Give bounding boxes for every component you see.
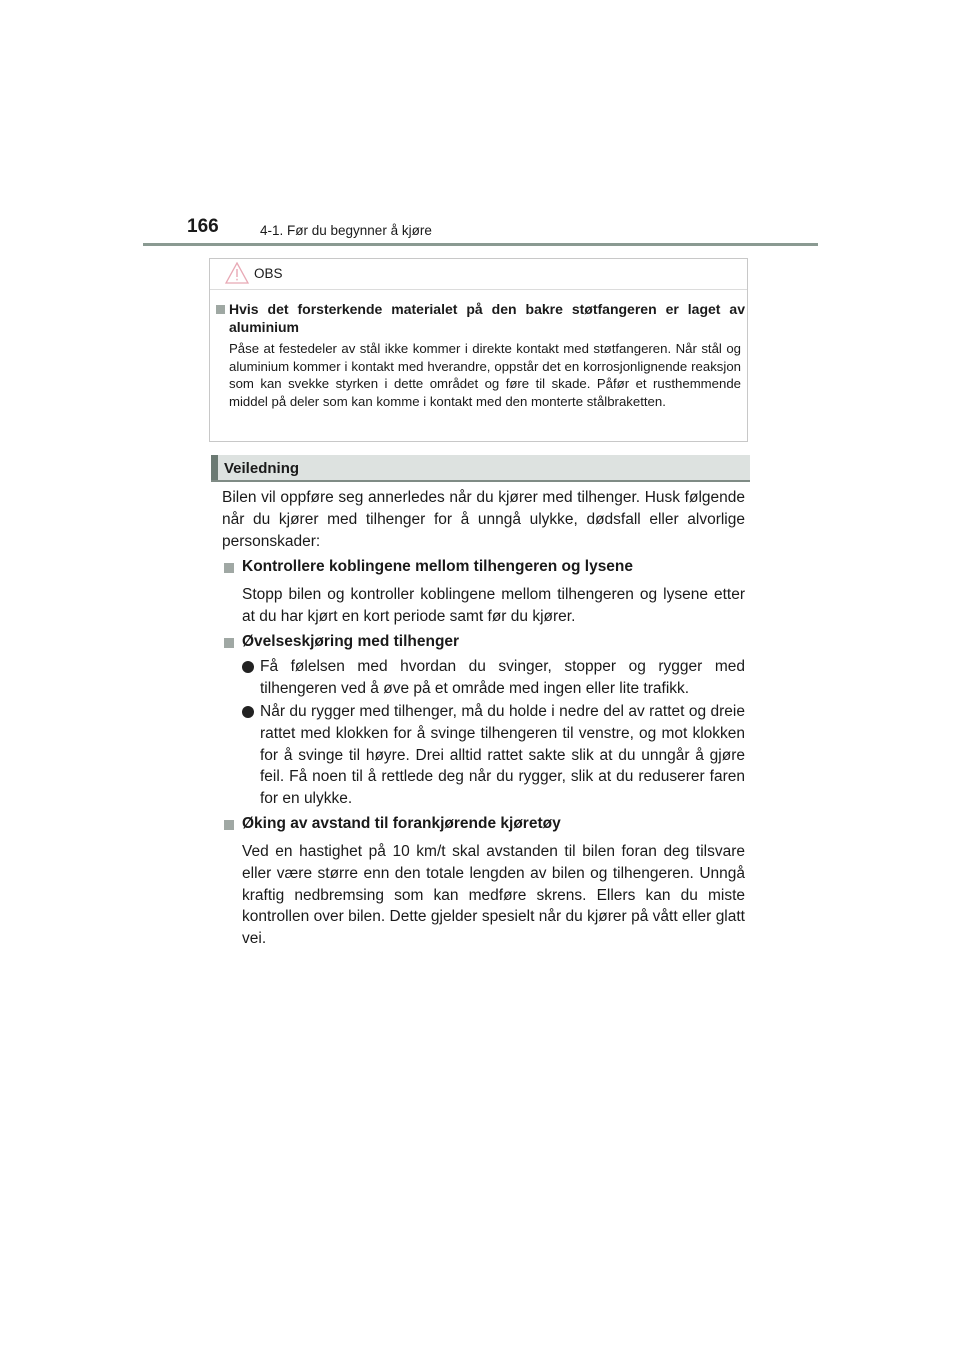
bullet-dot	[242, 706, 254, 718]
page-number: 166	[187, 216, 219, 237]
section-title: 4-1. Før du begynner å kjøre	[260, 223, 432, 238]
obs-text: Påse at festedeler av stål ikke kommer i direkte kontakt med støtfangeren. Når stål og aluminium kommer i kontakt med hverandre, oppstår det en korrosjonlignende reaksjon som kan svekke styrken i dette området og føre til skade. Påfør et rusthemmende middel på deler som kan komme i kontakt med den monterte stålbraketten.	[229, 341, 741, 409]
section-square-bullet	[224, 820, 234, 830]
section-heading-connections: Kontrollere koblingene mellom tilhengeren og lysene	[242, 558, 634, 575]
obs-heading: Hvis det forsterkende materialet på den bakre støtfangeren er laget av aluminium	[229, 301, 745, 335]
header-divider	[143, 243, 818, 246]
section-square-bullet	[224, 638, 234, 648]
obs-label: OBS	[254, 266, 283, 281]
practice-bullet-2: Når du rygger med tilhenger, må du holde i nedre del av rattet og dreie rattet med klokken for å svinge tilhengeren til venstre, og mot klokken for å svinge til høyre. Drei alltid rattet sakte slik at du unngår å gjøre feil. Få noen til å rettlede deg når du rygger, slik at du reduserer faren for en ulykke.	[260, 703, 745, 808]
practice-bullet-1: Få følelsen med hvordan du svinger, stopper og rygger med tilhengeren ved å øve på et område med ingen eller lite trafikk.	[260, 658, 745, 697]
guide-title-accent	[211, 455, 218, 480]
section-heading-distance: Øking av avstand til forankjørende kjøretøy	[242, 815, 561, 832]
obs-caution-box	[209, 258, 748, 442]
warning-triangle-icon	[225, 262, 249, 284]
section-square-bullet	[224, 563, 234, 573]
page-header	[187, 214, 827, 244]
section-heading-practice: Øvelseskjøring med tilhenger	[242, 633, 460, 650]
obs-square-bullet	[216, 305, 225, 314]
guide-title-bar	[211, 455, 750, 482]
guide-title: Veiledning	[224, 460, 300, 477]
section-text-connections: Stopp bilen og kontroller koblingene mellom tilhengeren og lysene etter at du har kjørt en kort periode samt før du kjører.	[242, 586, 745, 625]
section-text-distance: Ved en hastighet på 10 km/t skal avstanden til bilen foran deg tilsvare eller være større enn den totale lengden av bilen og tilhengeren. Unngå kraftig nedbremsing som kan medføre skrens. Ellers kan du miste kontrollen over bilen. Dette gjelder spesielt når du kjører på vått eller glatt vei.	[242, 843, 745, 948]
obs-header	[210, 259, 747, 290]
guide-intro: Bilen vil oppføre seg annerledes når du kjører med tilhenger. Husk følgende når du kjører med tilhenger for å unngå ulykke, dødsfall eller alvorlige personskader:	[222, 489, 745, 550]
bullet-dot	[242, 661, 254, 673]
